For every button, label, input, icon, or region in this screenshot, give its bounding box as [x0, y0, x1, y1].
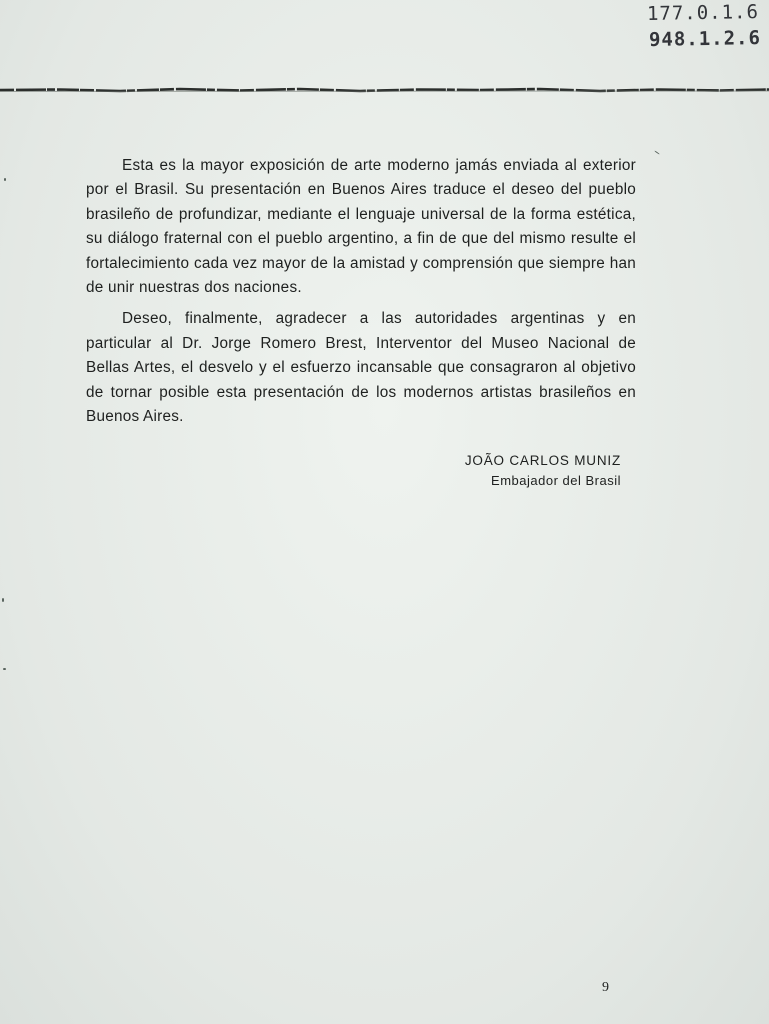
letter-body — [86, 154, 636, 436]
signature-block — [465, 451, 621, 491]
paper-speck — [3, 668, 6, 670]
page-number: 9 — [602, 980, 609, 995]
paragraph-2: Deseo, finalmente, agradecer a las autoridades argentinas y en particular al Dr. Jorge Romero Brest, Interventor del Museo Nacional de Bellas Artes, el desvelo y el esfuerzo incansable que consagraron al objetivo de tornar posible esta presentación de los modernos artistas brasileños en Buenos Aires. — [86, 310, 636, 426]
handwritten-annotation-1: 177.0.1.6 — [646, 1, 760, 25]
handwritten-annotation-2: 948.1.2.6 — [648, 27, 762, 51]
signatory-title: Embajador del Brasil — [491, 473, 621, 488]
paragraph-1: Esta es la mayor exposición de arte moderno jamás enviada al exterior por el Brasil. Su presentación en Buenos Aires traduce el deseo del pueblo brasileño de profundizar, mediante el lenguaje universal de la forma estética, su diálogo fraternal con el pueblo argentino, a fin de que del mismo resulte el fortalecimiento cada vez mayor de la amistad y comprensión que siempre han de unir nuestras dos naciones. — [86, 157, 636, 297]
paper-speck — [4, 178, 6, 181]
paper-speck — [654, 150, 659, 154]
signatory-name: JOÃO CARLOS MUNIZ — [464, 453, 621, 468]
torn-top-edge — [0, 86, 769, 94]
paper-speck — [2, 598, 4, 602]
